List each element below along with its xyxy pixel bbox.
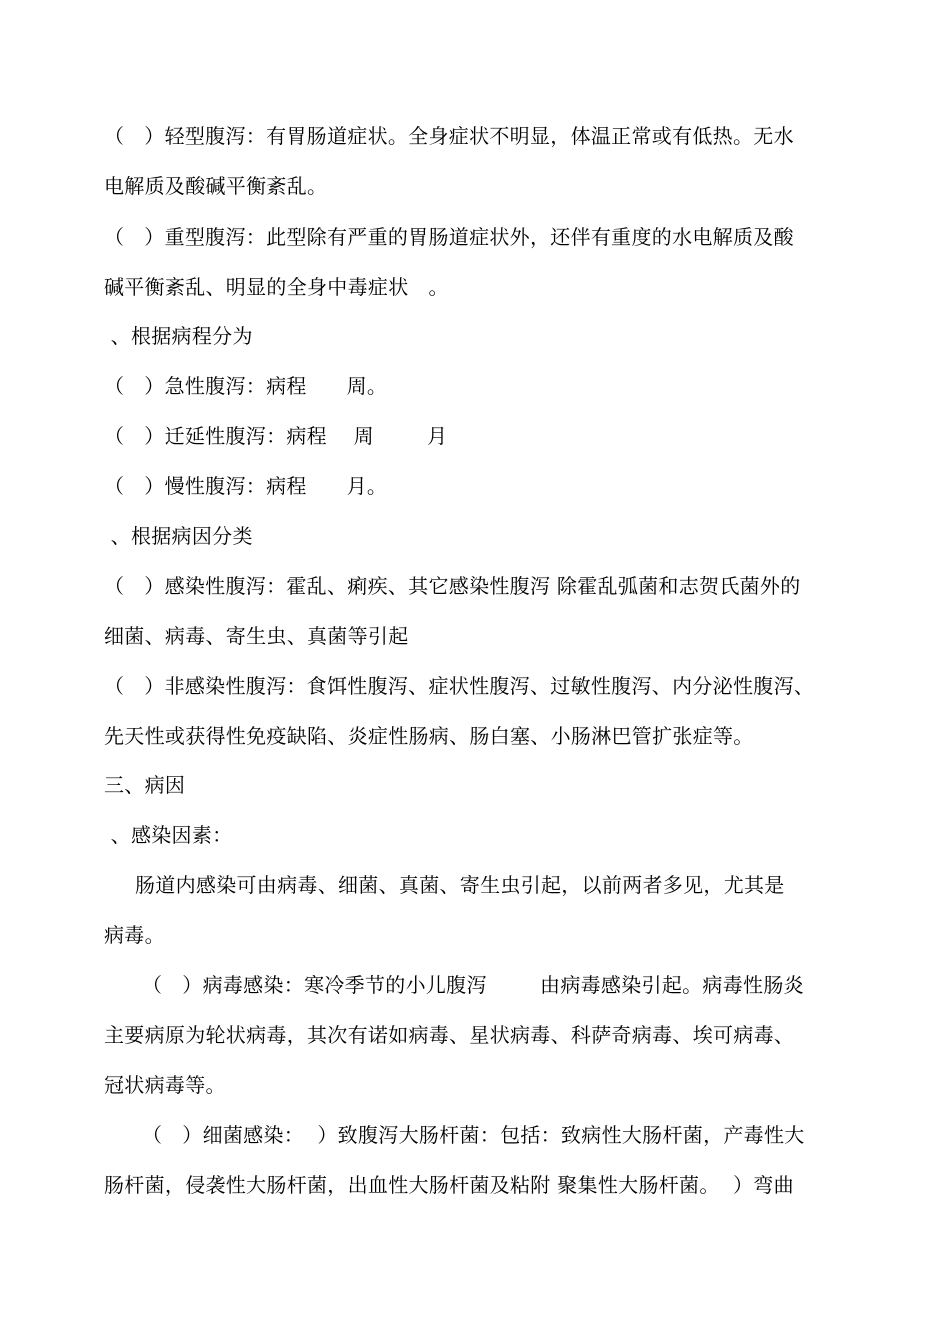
text-line: 电解质及酸碱平衡紊乱。 <box>104 174 328 198</box>
text-line: 肠道内感染可由病毒、细菌、真菌、寄生虫引起，以前两者多见，尤其是 <box>135 873 785 897</box>
text-line: （ ）轻型腹泻：有胃肠道症状。全身症状不明显，体温正常或有低热。无水 <box>104 124 794 148</box>
text-line: 肠杆菌，侵袭性大肠杆菌，出血性大肠杆菌及粘附 聚集性大肠杆菌。 ）弯曲 <box>104 1173 794 1197</box>
text-line: （ ）非感染性腹泻：食饵性腹泻、症状性腹泻、过敏性腹泻、内分泌性腹泻、 <box>104 674 815 698</box>
section-heading: 、感染因素： <box>104 823 233 847</box>
chapter-heading: 三、病因 <box>104 773 186 797</box>
text-line: 先天性或获得性免疫缺陷、炎症性肠病、肠白塞、小肠淋巴管扩张症等。 <box>104 724 754 748</box>
text-line: （ ）细菌感染： ）致腹泻大肠杆菌：包括：致病性大肠杆菌，产毒性大 <box>142 1123 805 1147</box>
text-line: （ ）急性腹泻：病程 周。 <box>104 374 388 398</box>
text-line: （ ）病毒感染：寒冷季节的小儿腹泻 由病毒感染引起。病毒性肠炎 <box>142 973 804 997</box>
text-line: 病毒。 <box>104 923 165 947</box>
section-heading: 、根据病因分类 <box>104 524 253 548</box>
section-heading: 、根据病程分为 <box>104 324 253 348</box>
text-line: （ ）重型腹泻：此型除有严重的胃肠道症状外，还伴有重度的水电解质及酸 <box>104 225 794 249</box>
text-line: 冠状病毒等。 <box>104 1073 226 1097</box>
text-line: （ ）慢性腹泻：病程 月。 <box>104 474 388 498</box>
text-line: （ ）迁延性腹泻：病程 周 月 <box>104 424 448 448</box>
text-line: 细菌、病毒、寄生虫、真菌等引起 <box>104 624 409 648</box>
text-line: （ ）感染性腹泻：霍乱、痢疾、其它感染性腹泻 除霍乱弧菌和志贺氏菌外的 <box>104 574 801 598</box>
text-line: 碱平衡紊乱、明显的全身中毒症状 。 <box>104 275 449 299</box>
text-line: 主要病原为轮状病毒，其次有诺如病毒、星状病毒、科萨奇病毒、埃可病毒、 <box>104 1023 795 1047</box>
